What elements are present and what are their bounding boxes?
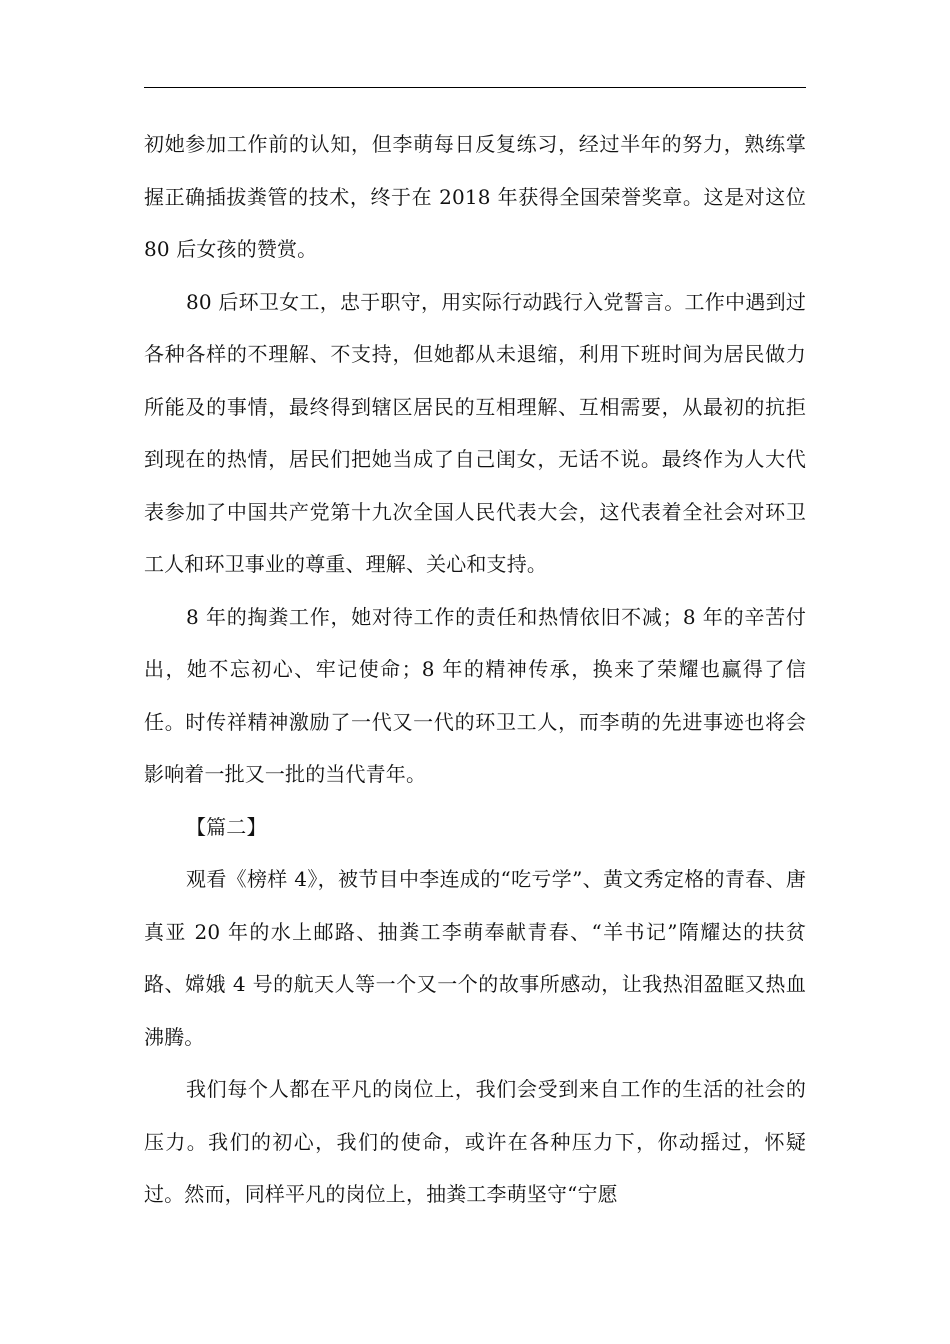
- paragraph-post80-worker: 80 后环卫女工，忠于职守，用实际行动践行入党誓言。工作中遇到过各种各样的不理解、不支持，但她都从未退缩，利用下班时间为居民做力所能及的事情，最终得到辖区居民的互相理解、互相需要，从最初的抗拒到现在的热情，居民们把她当成了自己闺女，无话不说。最终作为人大代表参加了中国共产党第十九次全国人民代表大会，这代表着全社会对环卫工人和环卫事业的尊重、理解、关心和支持。: [144, 289, 806, 576]
- paragraph-watching-role-models: 观看《榜样 4》，被节目中李连成的“吃亏学”、黄文秀定格的青春、唐真亚 20 年的水上邮路、抽粪工李萌奉献青春、“羊书记”隋耀达的扶贫路、嫦娥 4 号的航天人等一个又一个的故事所感动，让我热泪盈眶又热血沸腾。: [144, 867, 806, 1049]
- document-body: [144, 118, 806, 1221]
- paragraph-eight-years: 8 年的掏粪工作，她对待工作的责任和热情依旧不减；8 年的辛苦付出，她不忘初心、牢记使命；8 年的精神传承，换来了荣耀也赢得了信任。时传祥精神激励了一代又一代的环卫工人，而李萌的先进事迹也将会影响着一批又一批的当代青年。: [144, 604, 806, 786]
- section-heading-part-two: 【篇二】: [186, 814, 267, 839]
- paragraph-continued-intro: 初她参加工作前的认知，但李萌每日反复练习，经过半年的努力，熟练掌握正确插拔粪管的技术，终于在 2018 年获得全国荣誉奖章。这是对这位 80 后女孩的赞赏。: [144, 132, 806, 261]
- header-rule: [144, 87, 806, 88]
- paragraph-ordinary-posts: 我们每个人都在平凡的岗位上，我们会受到来自工作的生活的社会的压力。我们的初心，我们的使命，或许在各种压力下，你动摇过，怀疑过。然而，同样平凡的岗位上，抽粪工李萌坚守“宁愿: [144, 1077, 806, 1206]
